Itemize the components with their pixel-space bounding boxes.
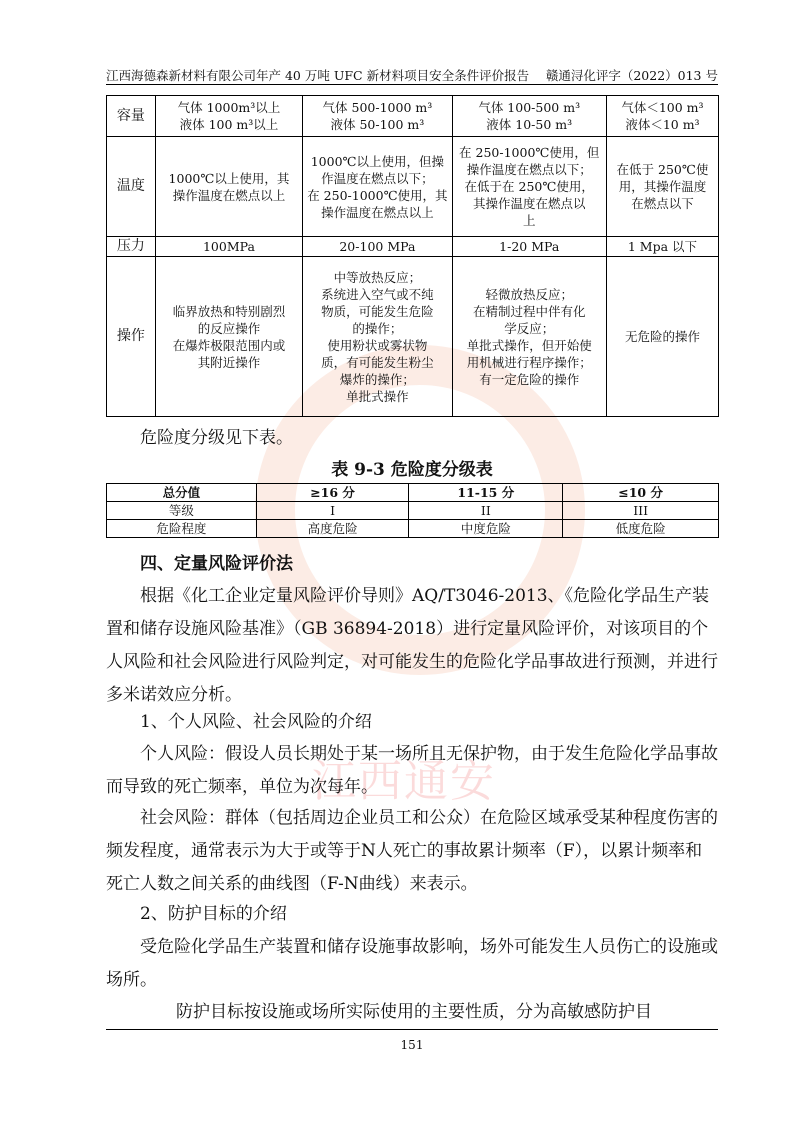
paragraph-societal-risk: 社会风险：群体（包括周边企业员工和公众）在危险区域承受某种程度伤害的频发程度，通常表示为大于或等于N人死亡的事故累计频率（F），以累计频率和死亡人数之间关系的曲线图（F-N曲线）来表示。 — [106, 808, 718, 894]
page-header — [106, 62, 718, 85]
row-label-capacity: 容量 — [107, 96, 156, 137]
paragraph-qra-basis: 根据《化工企业定量风险评价导则》AQ/T3046-2013、《危险化学品生产装置和储存设施风险基准》（GB 36894-2018）进行定量风险评价，对该项目的个人风险和社会风险进行风险判定，对可能发生的危险化学品事故进行预测，并进行多米诺效应分析。 — [106, 586, 718, 705]
table-cell: 中等放热反应； 系统进入空气或不纯 物质，可能发生危险 的操作； 使用粉状或雾状物 质，有可能发生粉尘 爆炸的操作； 单批式操作 — [303, 257, 452, 417]
table-row — [107, 257, 719, 417]
table-row — [107, 502, 719, 520]
table-header-cell: ≥16 分 — [256, 484, 409, 502]
table-cell: 1 Mpa 以下 — [606, 237, 718, 257]
table-cell: 低度危险 — [563, 520, 719, 538]
header-report-number: 赣通浔化评字（2022）013 号 — [545, 68, 718, 83]
table-cell: 临界放热和特别剧烈 的反应操作 在爆炸极限范围内或 其附近操作 — [155, 257, 303, 417]
subheading-protection-target: 2、防护目标的介绍 — [140, 904, 287, 924]
table-row — [107, 237, 719, 257]
table-cell: 气体 1000m³以上 液体 100 m³以上 — [155, 96, 303, 137]
table-cell: 在低于 250℃使 用，其操作温度 在燃点以下 — [606, 137, 718, 237]
paragraph-protection-classification: 防护目标按设施或场所实际使用的主要性质，分为高敏感防护目 — [176, 1002, 652, 1022]
table-header-row — [107, 484, 719, 502]
table-cell: I — [256, 502, 409, 520]
table-cell: 轻微放热反应； 在精制过程中伴有化 学反应； 单批式操作，但开始使 用机械进行程序操作； 有一定危险的操作 — [452, 257, 606, 417]
row-label-operation: 操作 — [107, 257, 156, 417]
table-row — [107, 137, 719, 237]
row-label-pressure: 压力 — [107, 237, 156, 257]
table-cell: 1000℃以上使用，其 操作温度在燃点以上 — [155, 137, 303, 237]
table-cell: 等级 — [107, 502, 257, 520]
table-cell: 20-100 MPa — [303, 237, 452, 257]
paragraph-protection-target: 受危险化学品生产装置和储存设施事故影响，场外可能发生人员伤亡的设施或场所。 — [106, 937, 718, 990]
table-caption: 表 9-3 危险度分级表 — [331, 460, 493, 480]
table-header-cell: 总分值 — [107, 484, 257, 502]
table-cell: 气体 500-1000 m³ 液体 50-100 m³ — [303, 96, 452, 137]
table-cell: 1000℃以上使用，但操 作温度在燃点以下； 在 250-1000℃使用，其 操作温度在燃点以上 — [303, 137, 452, 237]
table-cell: 100MPa — [155, 237, 303, 257]
table-cell: 无危险的操作 — [606, 257, 718, 417]
table-cell: III — [563, 502, 719, 520]
table-cell: 在 250-1000℃使用，但 操作温度在燃点以下； 在低于在 250℃使用， 其操作温度在燃点以 上 — [452, 137, 606, 237]
table-row — [107, 96, 719, 137]
table-cell: 高度危险 — [256, 520, 409, 538]
table-cell: 气体 100-500 m³ 液体 10-50 m³ — [452, 96, 606, 137]
table-row — [107, 520, 719, 538]
grade-table — [106, 483, 719, 538]
table-header-cell: ≤10 分 — [563, 484, 719, 502]
header-report-title: 江西海德森新材料有限公司年产 40 万吨 UFC 新材料项目安全条件评价报告 — [106, 68, 530, 83]
paragraph-individual-risk: 个人风险：假设人员长期处于某一场所且无保护物，由于发生危险化学品事故而导致的死亡频率，单位为次每年。 — [106, 744, 718, 797]
watermark-text: 江西通安 — [312, 756, 496, 807]
row-label-temperature: 温度 — [107, 137, 156, 237]
table-cell: II — [409, 502, 563, 520]
table-cell: 中度危险 — [409, 520, 563, 538]
page-number: 151 — [400, 1038, 424, 1052]
table-header-cell: 11-15 分 — [409, 484, 563, 502]
table-cell: 危险程度 — [107, 520, 257, 538]
section-heading: 四、定量风险评价法 — [140, 554, 293, 574]
intro-text: 危险度分级见下表。 — [140, 428, 293, 448]
footer-divider — [106, 1029, 718, 1030]
subheading-risk-intro: 1、个人风险、社会风险的介绍 — [140, 712, 372, 732]
hazard-matrix-table — [106, 95, 719, 417]
table-cell: 气体＜100 m³ 液体＜10 m³ — [606, 96, 718, 137]
table-cell: 1-20 MPa — [452, 237, 606, 257]
